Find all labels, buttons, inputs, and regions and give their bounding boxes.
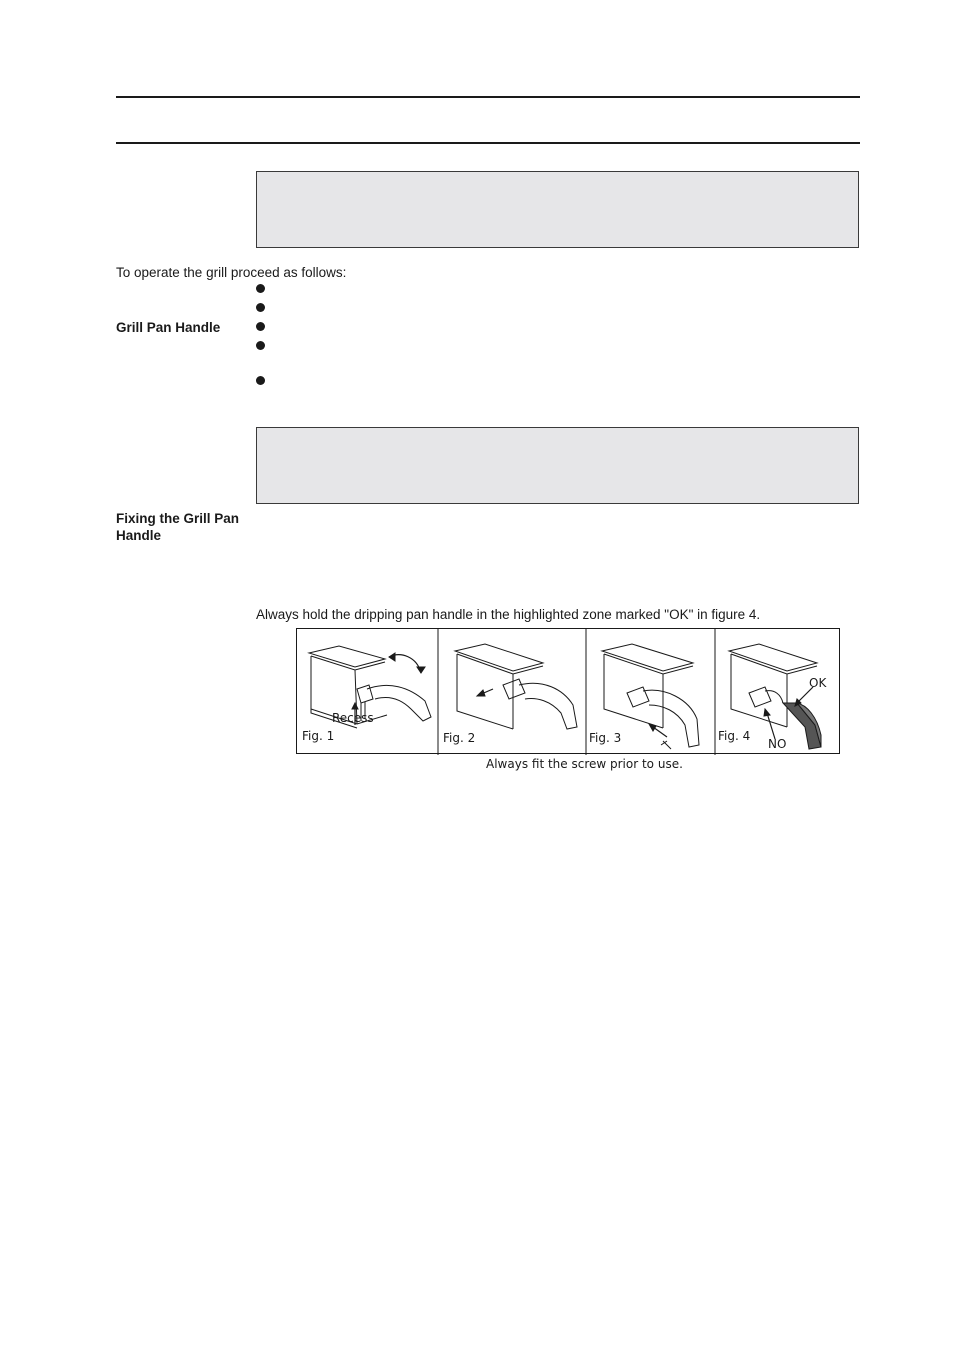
note-box-top (256, 171, 859, 248)
no-label: NO (768, 737, 787, 751)
bullet-2 (256, 303, 265, 312)
intro-text: To operate the grill proceed as follows: (116, 265, 347, 280)
bullet-3 (256, 322, 265, 331)
bullet-1 (256, 284, 265, 293)
note-box-bottom (256, 427, 859, 504)
fig3-label: Fig. 3 (589, 731, 622, 745)
fig2-label: Fig. 2 (443, 731, 476, 745)
handle-figure-panel (296, 628, 840, 754)
top-rule (116, 96, 860, 98)
bullet-4 (256, 341, 265, 350)
fig4-label: Fig. 4 (718, 729, 751, 743)
instruction-text: Always hold the dripping pan handle in the highlighted zone marked "OK" in figure 4. (256, 607, 761, 622)
grill-pan-handle-heading: Grill Pan Handle (116, 320, 221, 335)
fixing-handle-heading: Fixing the Grill Pan Handle (116, 511, 240, 543)
figure-caption: Always fit the screw prior to use. (486, 757, 683, 771)
fig1-label: Fig. 1 (302, 729, 335, 743)
bullet-5 (256, 376, 265, 385)
ok-label: OK (809, 676, 827, 690)
handle-figure-drawing (297, 629, 841, 755)
recess-label: Recess (332, 711, 374, 725)
fig2-tray-illustration (455, 644, 577, 729)
header-rule (116, 142, 860, 144)
